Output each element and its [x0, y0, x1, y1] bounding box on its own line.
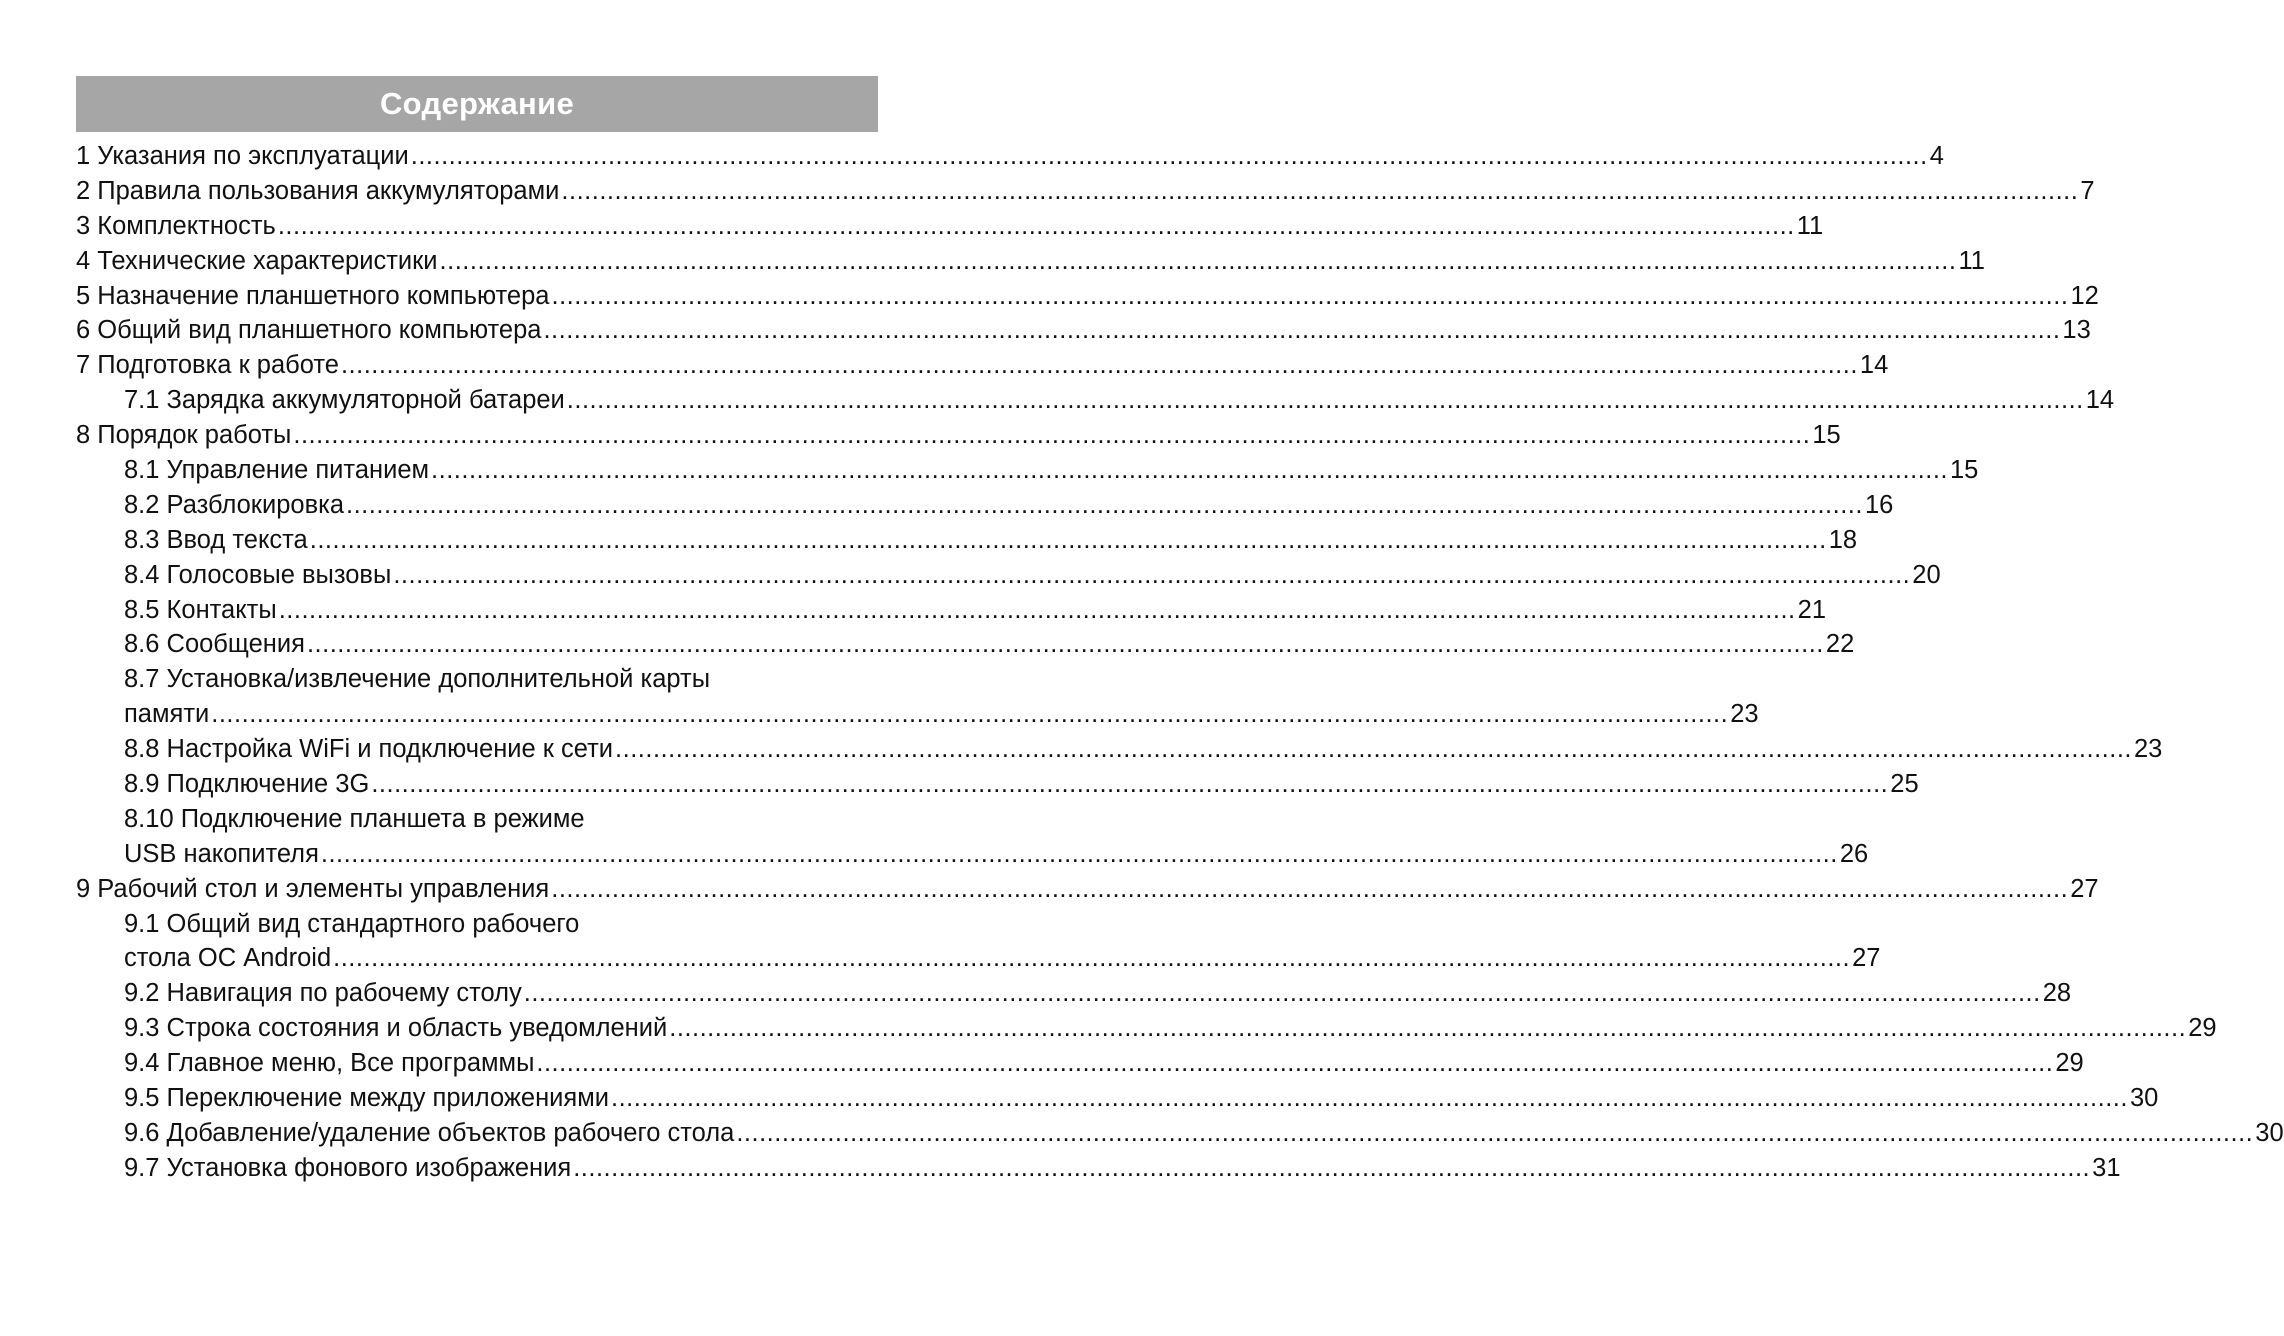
toc-entry[interactable]	[76, 907, 874, 942]
toc-entry-label: 8.4 Голосовые вызовы	[124, 560, 392, 589]
toc-dot-leader: ........................................................................................................................................................................................................	[611, 1083, 2128, 1112]
toc-entry[interactable]	[76, 348, 1889, 383]
toc-entry-page-number: 22	[1825, 630, 1855, 659]
toc-entry-page-number: 23	[1730, 700, 1759, 729]
toc-entry[interactable]	[76, 244, 1985, 279]
toc-dot-leader: ........................................................................................................................................................................................................	[410, 141, 1928, 170]
toc-entry-label: 1 Указания по эксплуатации	[76, 141, 409, 170]
toc-entry-page-number: 31	[2092, 1153, 2121, 1182]
toc-entry-page-number: 7	[2080, 176, 2095, 205]
toc-entry-page-number: 14	[1859, 351, 1889, 380]
toc-entry[interactable]	[76, 1116, 2284, 1151]
toc-dot-leader: ........................................................................................................................................................................................................	[293, 421, 1811, 450]
page-title: Содержание	[380, 86, 574, 121]
toc-entry[interactable]	[76, 837, 1869, 872]
toc-dot-leader: ........................................................................................................................................................................................................	[320, 839, 1838, 868]
table-of-contents	[76, 139, 2284, 1186]
toc-entry[interactable]	[76, 1011, 2217, 1046]
toc-entry-page-number: 30	[2129, 1083, 2159, 1112]
toc-dot-leader: ........................................................................................................................................................................................................	[278, 595, 1796, 624]
toc-entry[interactable]	[76, 453, 1979, 488]
toc-entry-label: 7 Подготовка к работе	[76, 351, 339, 380]
toc-entry[interactable]	[76, 209, 1824, 244]
toc-dot-leader: ........................................................................................................................................................................................................	[669, 1014, 2187, 1043]
toc-entry[interactable]	[76, 802, 874, 837]
toc-entry-page-number: 20	[1912, 560, 1941, 589]
toc-dot-leader: ........................................................................................................................................................................................................	[439, 246, 1957, 275]
toc-entry-label: 8.9 Подключение 3G	[124, 769, 370, 798]
toc-dot-leader: ........................................................................................................................................................................................................	[536, 1049, 2054, 1078]
toc-entry[interactable]	[76, 976, 2072, 1011]
toc-entry-label: 2 Правила пользования аккумуляторами	[76, 176, 560, 205]
toc-dot-leader: ........................................................................................................................................................................................................	[306, 630, 1824, 659]
toc-entry-page-number: 28	[2042, 979, 2072, 1008]
toc-entry-label: 9.5 Переключение между приложениями	[124, 1083, 609, 1112]
toc-entry[interactable]	[76, 1151, 2121, 1186]
toc-entry[interactable]	[76, 941, 1881, 976]
toc-entry[interactable]	[76, 383, 2115, 418]
toc-entry[interactable]	[76, 732, 2163, 767]
toc-dot-leader: ........................................................................................................................................................................................................	[309, 525, 1827, 554]
toc-entry[interactable]	[76, 627, 1855, 662]
toc-dot-leader: ........................................................................................................................................................................................................	[523, 979, 2041, 1008]
toc-entry-label: 8.10 Подключение планшета в режиме	[124, 804, 585, 833]
toc-entry-label: USB накопителя	[124, 839, 319, 868]
toc-entry-page-number: 11	[1958, 246, 1985, 275]
toc-dot-leader: ........................................................................................................................................................................................................	[371, 769, 1889, 798]
toc-entry-label: 9.1 Общий вид стандартного рабочего	[124, 909, 580, 938]
toc-dot-leader: ........................................................................................................................................................................................................	[573, 1153, 2091, 1182]
toc-entry-label: 9.3 Строка состояния и область уведомлений	[124, 1014, 668, 1043]
toc-dot-leader: ........................................................................................................................................................................................................	[340, 351, 1858, 380]
toc-entry-label: 9 Рабочий стол и элементы управления	[76, 874, 550, 903]
toc-dot-leader: ........................................................................................................................................................................................................	[543, 316, 2061, 345]
toc-entry-label: 6 Общий вид планшетного компьютера	[76, 316, 542, 345]
toc-entry-page-number: 16	[1864, 490, 1894, 519]
toc-entry-page-number: 18	[1828, 525, 1858, 554]
toc-dot-leader: ........................................................................................................................................................................................................	[561, 176, 2079, 205]
toc-entry-page-number: 29	[2055, 1049, 2084, 1078]
toc-entry-label: 9.2 Навигация по рабочему столу	[124, 979, 522, 1008]
toc-dot-leader: ........................................................................................................................................................................................................	[393, 560, 1911, 589]
toc-entry[interactable]	[76, 697, 1759, 732]
toc-entry[interactable]	[76, 1046, 2084, 1081]
toc-entry-label: памяти	[124, 700, 210, 729]
toc-dot-leader: ........................................................................................................................................................................................................	[615, 735, 2132, 764]
toc-entry-page-number: 15	[1812, 421, 1841, 450]
toc-entry[interactable]	[76, 767, 1919, 802]
toc-dot-leader: ........................................................................................................................................................................................................	[431, 455, 1948, 484]
toc-entry-label: 9.4 Главное меню, Все программы	[124, 1049, 535, 1078]
toc-entry-page-number: 4	[1929, 141, 1944, 170]
toc-entry-label: 8.8 Настройка WiFi и подключение к сети	[124, 735, 614, 764]
toc-dot-leader: ........................................................................................................................................................................................................	[346, 490, 1863, 519]
toc-entry[interactable]	[76, 523, 1858, 558]
toc-entry-label: 5 Назначение планшетного компьютера	[76, 281, 550, 310]
toc-entry[interactable]	[76, 593, 1827, 628]
toc-entry-page-number: 14	[2085, 386, 2115, 415]
toc-dot-leader: ........................................................................................................................................................................................................	[566, 386, 2084, 415]
toc-entry[interactable]	[76, 558, 1941, 593]
toc-entry-page-number: 27	[2070, 874, 2099, 903]
toc-entry-page-number: 26	[1839, 839, 1869, 868]
toc-entry-label: 8.7 Установка/извлечение дополнительной карты	[124, 665, 711, 694]
toc-dot-leader: ........................................................................................................................................................................................................	[736, 1118, 2254, 1147]
toc-dot-leader: ........................................................................................................................................................................................................	[277, 211, 1795, 240]
toc-entry-label: 7.1 Зарядка аккумуляторной батареи	[124, 386, 565, 415]
toc-entry-label: 8.1 Управление питанием	[124, 455, 430, 484]
toc-entry-label: 9.7 Установка фонового изображения	[124, 1153, 572, 1182]
toc-entry-page-number: 15	[1950, 455, 1979, 484]
toc-dot-leader: ........................................................................................................................................................................................................	[333, 944, 1851, 973]
toc-entry[interactable]	[76, 488, 1894, 523]
toc-entry-page-number: 23	[2134, 735, 2163, 764]
toc-entry-label: 3 Комплектность	[76, 211, 276, 240]
toc-entry-label: 8.5 Контакты	[124, 595, 277, 624]
toc-entry[interactable]	[76, 174, 2095, 209]
toc-entry-label: 9.6 Добавление/удаление объектов рабочего стола	[124, 1118, 735, 1147]
toc-entry-page-number: 12	[2070, 281, 2099, 310]
toc-entry-label: стола ОС Android	[124, 944, 332, 973]
toc-dot-leader: ........................................................................................................................................................................................................	[551, 281, 2069, 310]
toc-entry[interactable]	[76, 662, 874, 697]
toc-dot-leader: ........................................................................................................................................................................................................	[551, 874, 2069, 903]
toc-dot-leader: ........................................................................................................................................................................................................	[211, 700, 1729, 729]
toc-entry-label: 8 Порядок работы	[76, 421, 292, 450]
toc-entry-page-number: 30	[2255, 1118, 2284, 1147]
toc-entry[interactable]	[76, 139, 1944, 174]
toc-entry-page-number: 27	[1852, 944, 1881, 973]
toc-entry-label: 8.2 Разблокировка	[124, 490, 345, 519]
toc-entry-label: 8.6 Сообщения	[124, 630, 305, 659]
toc-entry[interactable]	[76, 872, 2099, 907]
contents-header-bar	[76, 76, 878, 132]
toc-entry-page-number: 11	[1796, 211, 1824, 240]
toc-entry-page-number: 21	[1797, 595, 1827, 624]
toc-entry[interactable]	[76, 313, 2091, 348]
toc-entry[interactable]	[76, 279, 2099, 314]
toc-entry[interactable]	[76, 418, 1841, 453]
toc-entry-label: 4 Технические характеристики	[76, 246, 438, 275]
toc-entry[interactable]	[76, 1081, 2159, 1116]
toc-entry-page-number: 13	[2062, 316, 2091, 345]
toc-entry-page-number: 29	[2188, 1014, 2217, 1043]
toc-entry-page-number: 25	[1890, 769, 1919, 798]
toc-entry-label: 8.3 Ввод текста	[124, 525, 308, 554]
